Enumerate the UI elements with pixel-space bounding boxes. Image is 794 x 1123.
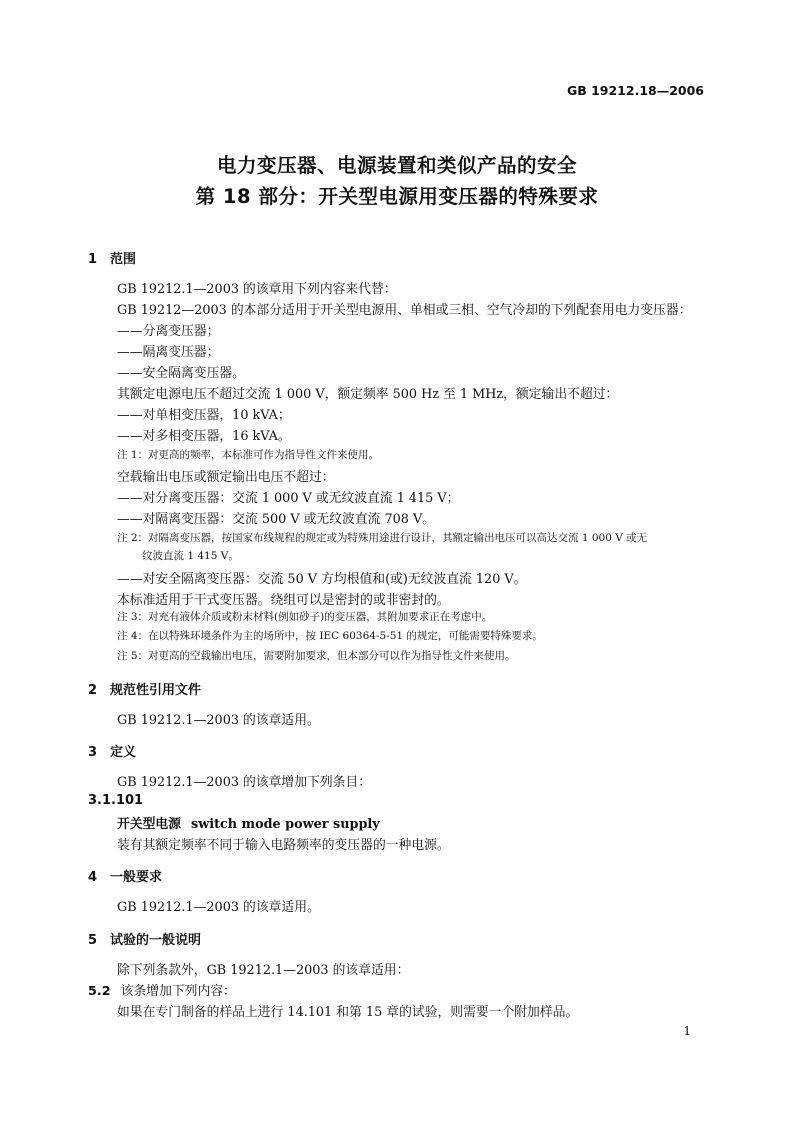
- section-number: 5: [88, 933, 98, 948]
- paragraph: 空载输出电压或额定输出电压不超过：: [117, 470, 335, 485]
- list-item: ——对多相变压器，16 kVA。: [117, 429, 291, 444]
- clause-number: 3.1.101: [88, 793, 144, 808]
- section-number: 1: [88, 252, 98, 267]
- section-3-heading: [88, 741, 136, 760]
- section-title: 规范性引用文件: [110, 683, 202, 698]
- list-item: ——对分离变压器：交流 1 000 V 或无纹波直流 1 415 V；: [117, 491, 460, 506]
- note: 注 4：在以特殊环境条件为主的场所中，按 IEC 60364-5-51 的规定，可能需要特殊要求。: [117, 630, 543, 642]
- paragraph: 其额定电源电压不超过交流 1 000 V，额定频率 500 Hz 至 1 MHz，额定输出不超过：: [117, 387, 619, 402]
- subclause-text: 该条增加下列内容：: [120, 984, 236, 999]
- section-number: 4: [88, 870, 98, 885]
- list-item: ——对安全隔离变压器：交流 50 V 方均根值和(或)无纹波直流 120 V。: [117, 572, 527, 587]
- paragraph: GB 19212.1—2003 的该章增加下列条目：: [117, 775, 372, 790]
- note: 注 3：对充有液体介质或粉末材料(例如砂子)的变压器，其附加要求正在考虑中。: [117, 611, 493, 623]
- paragraph: GB 19212.1—2003 的该章适用。: [117, 713, 320, 728]
- note: 注 5：对更高的空载输出电压，需要附加要求，但本部分可以作为指导性文件来使用。: [117, 650, 516, 662]
- paragraph: GB 19212—2003 的本部分适用于开关型电源用、单相或三相、空气冷却的下列配套用电力变压器：: [117, 303, 692, 318]
- standard-number: GB 19212.18—2006: [566, 83, 704, 98]
- section-2-heading: [88, 679, 201, 698]
- section-title: 一般要求: [110, 870, 163, 885]
- term-entry: [117, 813, 380, 832]
- document-title-line1: 电力变压器、电源装置和类似产品的安全: [216, 154, 577, 177]
- section-title: 定义: [110, 745, 137, 760]
- document-title-line2: 第 18 部分：开关型电源用变压器的特殊要求: [195, 185, 599, 208]
- paragraph: GB 19212.1—2003 的该章用下列内容来代替：: [117, 282, 397, 297]
- term-chinese: 开关型电源: [117, 817, 181, 832]
- paragraph: 除下列条款外，GB 19212.1—2003 的该章适用：: [117, 963, 410, 978]
- note: 注 2：对隔离变压器，按国家布线规程的规定或为特殊用途进行设计，其额定输出电压可以高达交流 1 000 V 或无: [117, 532, 648, 544]
- section-title: 范围: [110, 252, 137, 267]
- subclause: [88, 980, 236, 999]
- paragraph: 本标准适用于干式变压器。绕组可以是密封的或非密封的。: [117, 593, 450, 608]
- section-1-heading: [88, 248, 136, 267]
- section-number: 3: [88, 745, 98, 760]
- paragraph: 如果在专门制备的样品上进行 14.101 和第 15 章的试验，则需要一个附加样品。: [117, 1005, 579, 1020]
- list-item: ——对单相变压器，10 kVA；: [117, 408, 291, 423]
- list-item: ——隔离变压器；: [117, 345, 220, 360]
- section-title: 试验的一般说明: [110, 933, 202, 948]
- page-number: 1: [683, 1024, 691, 1038]
- list-item: ——对隔离变压器：交流 500 V 或无纹波直流 708 V。: [117, 512, 436, 527]
- list-item: ——安全隔离变压器。: [117, 366, 245, 381]
- paragraph: GB 19212.1—2003 的该章适用。: [117, 900, 320, 915]
- list-item: ——分离变压器；: [117, 324, 220, 339]
- subclause-number: 5.2: [88, 984, 111, 999]
- note: 注 1：对更高的频率，本标准可作为指导性文件来使用。: [117, 449, 380, 461]
- section-number: 2: [88, 683, 98, 698]
- section-5-heading: [88, 929, 201, 948]
- definition: 装有其额定频率不同于输入电路频率的变压器的一种电源。: [117, 838, 450, 853]
- note-continuation: 纹波直流 1 415 V。: [142, 550, 239, 562]
- section-4-heading: [88, 866, 162, 885]
- term-english: switch mode power supply: [190, 817, 380, 832]
